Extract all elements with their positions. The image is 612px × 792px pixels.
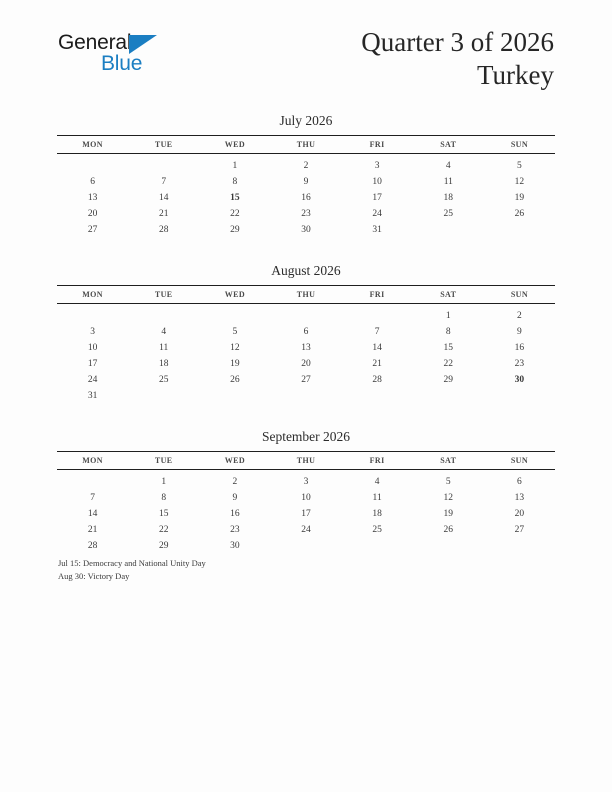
empty-day-cell bbox=[270, 304, 341, 325]
day-cell[interactable]: 29 bbox=[158, 541, 169, 551]
week-row bbox=[57, 388, 555, 404]
day-cell[interactable]: 19 bbox=[230, 359, 240, 369]
empty-day-cell bbox=[342, 304, 413, 325]
empty-day-cell bbox=[128, 388, 199, 404]
day-cell[interactable]: 7 bbox=[161, 177, 167, 187]
empty-day-cell bbox=[413, 222, 484, 238]
week-row bbox=[57, 324, 555, 340]
weekday-header-sat: SAT bbox=[413, 452, 484, 470]
weekday-header-tue: TUE bbox=[128, 452, 199, 470]
day-cell[interactable]: 12 bbox=[230, 343, 240, 353]
day-cell[interactable]: 8 bbox=[161, 493, 167, 503]
day-cell[interactable]: 4 bbox=[445, 161, 451, 171]
day-cell[interactable]: 26 bbox=[443, 525, 454, 535]
day-cell[interactable]: 12 bbox=[443, 493, 454, 503]
weekday-header-mon: MON bbox=[57, 136, 128, 154]
week-row bbox=[57, 372, 555, 388]
empty-day-cell bbox=[270, 538, 341, 554]
day-cell[interactable]: 13 bbox=[514, 493, 525, 503]
day-cell[interactable]: 25 bbox=[443, 209, 454, 219]
day-cell[interactable]: 19 bbox=[443, 509, 454, 519]
day-cell[interactable]: 29 bbox=[230, 225, 240, 235]
day-cell[interactable]: 14 bbox=[158, 193, 169, 203]
day-cell[interactable]: 11 bbox=[372, 493, 382, 503]
empty-day-cell bbox=[484, 222, 555, 238]
weekday-header-fri: FRI bbox=[342, 452, 413, 470]
empty-day-cell bbox=[199, 304, 270, 325]
day-cell[interactable]: 27 bbox=[87, 225, 98, 235]
day-cell[interactable]: 3 bbox=[90, 327, 95, 337]
month-block bbox=[57, 262, 555, 404]
day-cell[interactable]: 20 bbox=[301, 359, 311, 369]
day-cell[interactable]: 18 bbox=[372, 509, 382, 519]
holiday-notes bbox=[58, 557, 518, 583]
month-calendar-table bbox=[57, 285, 555, 404]
day-cell[interactable]: 6 bbox=[90, 177, 95, 187]
month-title: September 2026 bbox=[261, 429, 351, 444]
month-block bbox=[57, 112, 555, 238]
logo-text-blue: Blue bbox=[101, 52, 143, 75]
empty-day-cell bbox=[484, 388, 555, 404]
empty-day-cell bbox=[484, 538, 555, 554]
day-cell[interactable]: 1 bbox=[445, 311, 451, 321]
day-cell[interactable]: 13 bbox=[87, 193, 98, 203]
weekday-header-sun: SUN bbox=[484, 286, 555, 304]
day-cell[interactable]: 31 bbox=[372, 225, 382, 235]
day-cell[interactable]: 9 bbox=[232, 493, 238, 503]
quarter-calendars bbox=[57, 112, 555, 578]
month-title: August 2026 bbox=[271, 263, 341, 278]
day-cell[interactable]: 8 bbox=[445, 327, 451, 337]
page-header bbox=[0, 0, 612, 100]
week-row bbox=[57, 304, 555, 325]
day-cell[interactable]: 26 bbox=[514, 209, 525, 219]
weekday-header-tue: TUE bbox=[128, 136, 199, 154]
empty-day-cell bbox=[128, 304, 199, 325]
weekday-header-wed: WED bbox=[199, 136, 270, 154]
day-cell[interactable]: 28 bbox=[372, 375, 382, 385]
day-cell[interactable]: 17 bbox=[87, 359, 98, 369]
week-row bbox=[57, 356, 555, 372]
weekday-header-fri: FRI bbox=[342, 286, 413, 304]
day-cell[interactable]: 6 bbox=[303, 327, 309, 337]
day-cell[interactable]: 21 bbox=[372, 359, 382, 369]
day-cell[interactable]: 20 bbox=[514, 509, 525, 519]
weekday-header-wed: WED bbox=[199, 286, 270, 304]
week-row bbox=[57, 190, 555, 206]
day-cell[interactable]: 2 bbox=[517, 311, 522, 321]
weekday-header-sat: SAT bbox=[413, 136, 484, 154]
weekday-header-sun: SUN bbox=[484, 452, 555, 470]
week-row bbox=[57, 470, 555, 491]
week-row bbox=[57, 222, 555, 238]
day-cell[interactable]: 10 bbox=[372, 177, 382, 187]
day-cell[interactable]: 18 bbox=[158, 359, 169, 369]
day-cell[interactable]: 21 bbox=[158, 209, 169, 219]
day-cell[interactable]: 31 bbox=[87, 391, 98, 401]
week-row bbox=[57, 490, 555, 506]
week-row bbox=[57, 340, 555, 356]
day-cell[interactable]: 8 bbox=[232, 177, 238, 187]
day-cell[interactable]: 23 bbox=[301, 209, 311, 219]
day-cell[interactable]: 28 bbox=[87, 541, 98, 551]
day-cell[interactable]: 30 bbox=[301, 225, 311, 235]
month-block bbox=[57, 428, 555, 554]
day-cell[interactable]: 1 bbox=[232, 161, 238, 171]
month-calendar-table bbox=[57, 451, 555, 554]
weekday-header-fri: FRI bbox=[342, 136, 413, 154]
holiday-note: Jul 15: Democracy and National Unity Day bbox=[58, 558, 206, 568]
day-cell[interactable]: 1 bbox=[161, 477, 167, 487]
day-cell[interactable]: 2 bbox=[303, 161, 309, 171]
weekday-header-row bbox=[57, 136, 555, 154]
day-cell[interactable]: 10 bbox=[87, 343, 98, 353]
empty-day-cell bbox=[57, 154, 128, 175]
day-cell[interactable]: 9 bbox=[517, 327, 522, 337]
day-cell[interactable]: 19 bbox=[514, 193, 525, 203]
day-cell[interactable]: 16 bbox=[301, 193, 311, 203]
day-cell[interactable]: 5 bbox=[232, 327, 238, 337]
week-row bbox=[57, 522, 555, 538]
day-cell[interactable]: 3 bbox=[374, 161, 380, 171]
weekday-header-wed: WED bbox=[199, 452, 270, 470]
day-cell[interactable]: 22 bbox=[158, 525, 169, 535]
empty-day-cell bbox=[57, 470, 128, 491]
day-cell[interactable]: 12 bbox=[514, 177, 525, 187]
day-cell[interactable]: 7 bbox=[90, 493, 95, 503]
day-cell[interactable]: 16 bbox=[514, 343, 525, 353]
day-cell[interactable]: 27 bbox=[514, 525, 525, 535]
weekday-header-mon: MON bbox=[57, 452, 128, 470]
day-cell[interactable]: 21 bbox=[87, 525, 98, 535]
day-cell[interactable]: 14 bbox=[372, 343, 382, 353]
month-calendar-table bbox=[57, 135, 555, 238]
day-cell[interactable]: 29 bbox=[443, 375, 454, 385]
day-cell[interactable]: 20 bbox=[87, 209, 98, 219]
day-cell[interactable]: 23 bbox=[230, 525, 240, 535]
day-cell[interactable]: 30 bbox=[230, 541, 240, 551]
weekday-header-mon: MON bbox=[57, 286, 128, 304]
empty-day-cell bbox=[342, 538, 413, 554]
logo-text-general: General bbox=[58, 31, 132, 54]
generalblue-logo[interactable] bbox=[58, 32, 258, 84]
day-cell[interactable]: 13 bbox=[301, 343, 311, 353]
week-row bbox=[57, 506, 555, 522]
day-cell[interactable]: 10 bbox=[301, 493, 311, 503]
day-cell[interactable]: 24 bbox=[301, 525, 311, 535]
day-cell[interactable]: 25 bbox=[372, 525, 382, 535]
day-cell[interactable]: 26 bbox=[230, 375, 240, 385]
day-cell[interactable]: 17 bbox=[301, 509, 311, 519]
day-cell[interactable]: 16 bbox=[230, 509, 240, 519]
page-title bbox=[361, 26, 554, 92]
day-cell[interactable]: 18 bbox=[443, 193, 454, 203]
empty-day-cell bbox=[413, 538, 484, 554]
day-cell[interactable]: 23 bbox=[514, 359, 525, 369]
weekday-header-sun: SUN bbox=[484, 136, 555, 154]
quarter-title: Quarter 3 of 2026 bbox=[361, 27, 554, 57]
empty-day-cell bbox=[413, 388, 484, 404]
day-cell[interactable]: 27 bbox=[301, 375, 311, 385]
weekday-header-thu: THU bbox=[270, 286, 341, 304]
day-cell[interactable]: 7 bbox=[374, 327, 380, 337]
day-cell[interactable]: 22 bbox=[443, 359, 454, 369]
day-cell[interactable]: 4 bbox=[161, 327, 167, 337]
weekday-header-sat: SAT bbox=[413, 286, 484, 304]
weekday-header-thu: THU bbox=[270, 452, 341, 470]
day-cell[interactable]: 15 bbox=[158, 509, 169, 519]
holiday-day-cell[interactable]: 30 bbox=[514, 375, 525, 385]
weekday-header-thu: THU bbox=[270, 136, 341, 154]
weekday-header-row bbox=[57, 286, 555, 304]
day-cell[interactable]: 4 bbox=[374, 477, 380, 487]
week-row bbox=[57, 174, 555, 190]
day-cell[interactable]: 6 bbox=[517, 477, 522, 487]
day-cell[interactable]: 28 bbox=[158, 225, 169, 235]
day-cell[interactable]: 3 bbox=[303, 477, 309, 487]
week-row bbox=[57, 206, 555, 222]
weekday-header-row bbox=[57, 452, 555, 470]
day-cell[interactable]: 24 bbox=[87, 375, 98, 385]
day-cell[interactable]: 22 bbox=[230, 209, 240, 219]
empty-day-cell bbox=[128, 154, 199, 175]
day-cell[interactable]: 14 bbox=[87, 509, 98, 519]
empty-day-cell bbox=[57, 304, 128, 325]
empty-day-cell bbox=[270, 388, 341, 404]
week-row bbox=[57, 538, 555, 554]
day-cell[interactable]: 11 bbox=[443, 177, 453, 187]
day-cell[interactable]: 5 bbox=[517, 161, 522, 171]
holiday-day-cell[interactable]: 15 bbox=[230, 193, 240, 203]
weekday-header-tue: TUE bbox=[128, 286, 199, 304]
day-cell[interactable]: 25 bbox=[158, 375, 169, 385]
day-cell[interactable]: 5 bbox=[445, 477, 451, 487]
empty-day-cell bbox=[342, 388, 413, 404]
week-row bbox=[57, 154, 555, 175]
month-title: July 2026 bbox=[279, 113, 333, 128]
day-cell[interactable]: 17 bbox=[372, 193, 382, 203]
holiday-note: Aug 30: Victory Day bbox=[58, 571, 130, 581]
day-cell[interactable]: 15 bbox=[443, 343, 454, 353]
day-cell[interactable]: 9 bbox=[303, 177, 309, 187]
day-cell[interactable]: 11 bbox=[159, 343, 169, 353]
day-cell[interactable]: 24 bbox=[372, 209, 382, 219]
empty-day-cell bbox=[199, 388, 270, 404]
country-title: Turkey bbox=[476, 60, 554, 90]
day-cell[interactable]: 2 bbox=[232, 477, 238, 487]
